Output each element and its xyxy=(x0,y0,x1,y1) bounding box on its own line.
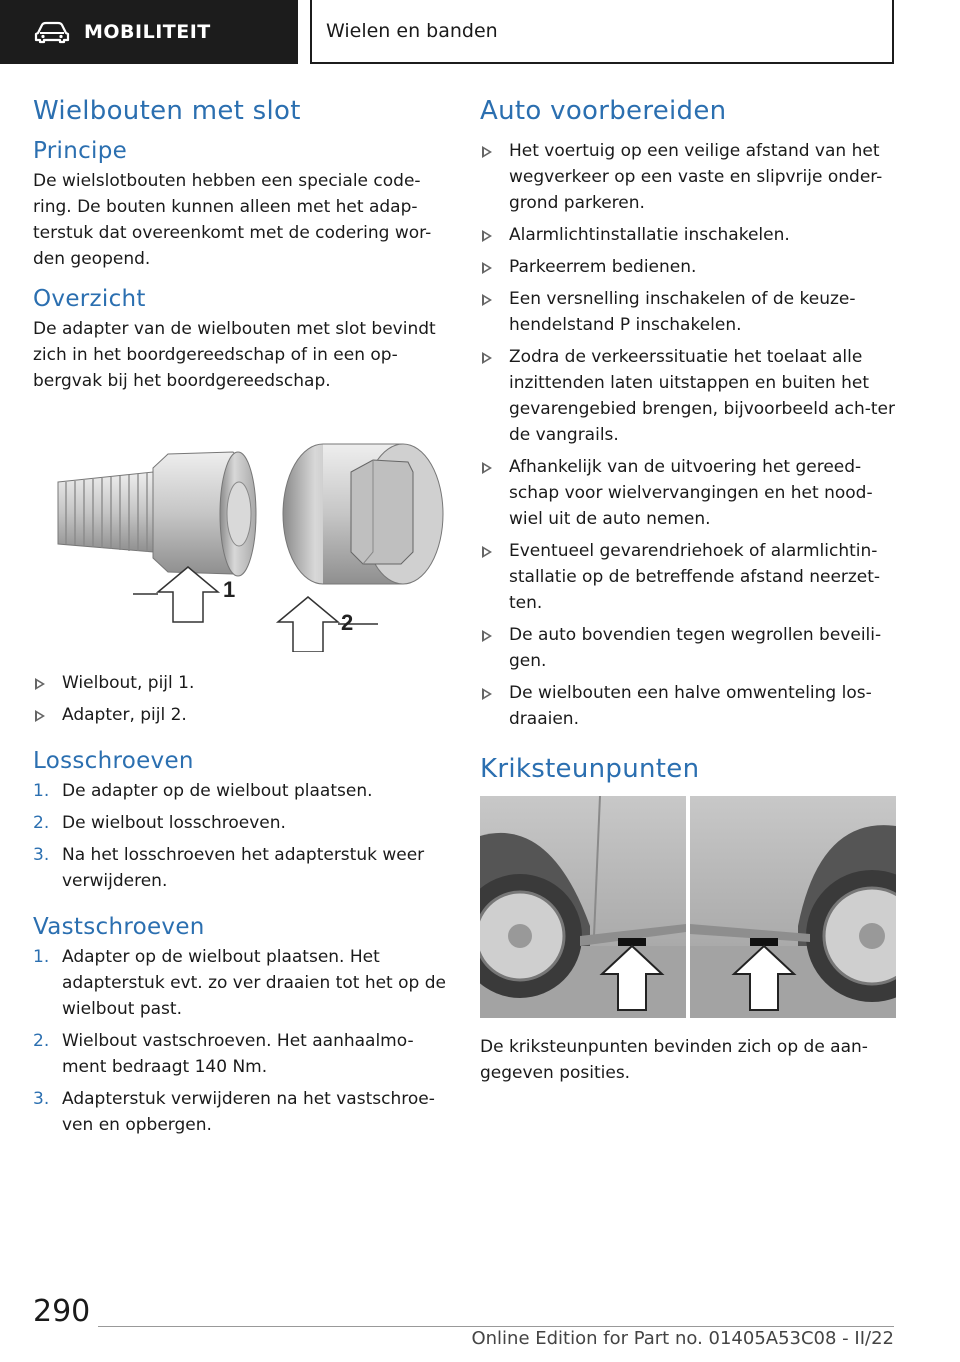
triangle-bullet-icon xyxy=(482,294,492,306)
section-tab xyxy=(0,0,298,64)
triangle-bullet-icon xyxy=(35,710,45,722)
arrow-1-label: 1 xyxy=(223,577,236,602)
chapter-header xyxy=(310,0,894,64)
section-title-auto-voorbereiden: Auto voorbereiden xyxy=(480,96,727,126)
step-item: 1. De adapter op de wielbout plaatsen. xyxy=(33,781,373,801)
triangle-bullet-icon xyxy=(482,146,492,158)
triangle-bullet-icon xyxy=(35,678,45,690)
figure-legend xyxy=(33,670,453,728)
list-item: Zodra de verkeerssituatie het toelaat alle inzittenden laten uitstappen en buiten het gevarengebied brengen, bijvoorbeeld ach-ter de vangrails. xyxy=(480,344,900,448)
footer-divider xyxy=(98,1326,894,1327)
triangle-bullet-icon xyxy=(482,688,492,700)
heading-overzicht: Overzicht xyxy=(33,286,146,312)
section-title-wielbouten: Wielbouten met slot xyxy=(33,96,301,126)
car-icon xyxy=(34,20,70,44)
arrow-1 xyxy=(133,567,235,622)
edition-footer: Online Edition for Part no. 01405A53C08 - II/22 xyxy=(471,1328,894,1349)
losschroeven-steps xyxy=(33,778,453,894)
list-item: De wielbouten een halve omwenteling los-draaien. xyxy=(480,680,900,732)
preparation-list xyxy=(480,138,900,732)
triangle-bullet-icon xyxy=(482,230,492,242)
arrow-2 xyxy=(278,597,378,652)
step-item: 1. Adapter op de wielbout plaatsen. Het adapterstuk evt. zo ver draaien tot het op de wielbout past. xyxy=(33,947,446,1019)
rear-jack-point-photo xyxy=(690,796,896,1018)
left-column xyxy=(33,96,453,1152)
triangle-bullet-icon xyxy=(482,546,492,558)
step-item: 3. Adapterstuk verwijderen na het vastschroe-ven en opbergen. xyxy=(33,1089,435,1135)
heading-principe: Principe xyxy=(33,138,128,164)
wheel-bolt-illustration xyxy=(33,432,453,652)
list-item: Eventueel gevarendriehoek of alarmlichtin-stallatie op de betreffende afstand neerzet-ten. xyxy=(480,538,900,616)
step-item: 3. Na het losschroeven het adapterstuk weer verwijderen. xyxy=(33,845,425,891)
arrow-2-label: 2 xyxy=(341,610,354,635)
list-item: Wielbout, pijl 1. xyxy=(33,670,453,696)
list-item: De auto bovendien tegen wegrollen beveili-gen. xyxy=(480,622,900,674)
section-title-kriksteunpunten: Kriksteunpunten xyxy=(480,754,700,784)
page-number: 290 xyxy=(33,1294,91,1329)
list-item: Afhankelijk van de uitvoering het gereed-schap voor wielvervangingen en het nood-wiel uit de auto nemen. xyxy=(480,454,900,532)
triangle-bullet-icon xyxy=(482,630,492,642)
bolt-head xyxy=(153,452,256,576)
text-principe: De wielslotbouten hebben een speciale code-ring. De bouten kunnen alleen met het adap-terstuk dat overeenkomt met de codering wor-den geopend. xyxy=(33,171,432,269)
bolt-thread xyxy=(58,472,153,552)
text-kriksteunpunten: De kriksteunpunten bevinden zich op de aan-gegeven posities. xyxy=(480,1037,868,1083)
triangle-bullet-icon xyxy=(482,352,492,364)
front-jack-point-photo xyxy=(480,796,686,1018)
list-item: Adapter, pijl 2. xyxy=(33,702,453,728)
heading-vastschroeven: Vastschroeven xyxy=(33,914,205,940)
chapter-label: Wielen en banden xyxy=(326,20,498,42)
triangle-bullet-icon xyxy=(482,462,492,474)
adapter xyxy=(283,444,443,584)
list-item: Alarmlichtinstallatie inschakelen. xyxy=(480,222,900,248)
vastschroeven-steps xyxy=(33,944,453,1138)
section-label: MOBILITEIT xyxy=(84,21,211,43)
list-item: Een versnelling inschakelen of de keuze-hendelstand P inschakelen. xyxy=(480,286,900,338)
heading-losschroeven: Losschroeven xyxy=(33,748,194,774)
step-item: 2. Wielbout vastschroeven. Het aanhaalmo-ment bedraagt 140 Nm. xyxy=(33,1031,414,1077)
list-item: Parkeerrem bedienen. xyxy=(480,254,900,280)
right-column xyxy=(480,96,900,1100)
step-item: 2. De wielbout losschroeven. xyxy=(33,813,286,833)
jacking-points-photo xyxy=(480,796,896,1018)
list-item: Het voertuig op een veilige afstand van het wegverkeer op een vaste en slipvrije onder-grond parkeren. xyxy=(480,138,900,216)
text-overzicht: De adapter van de wielbouten met slot bevindt zich in het boordgereedschap of in een op-bergvak bij het boordgereedschap. xyxy=(33,319,436,391)
triangle-bullet-icon xyxy=(482,262,492,274)
